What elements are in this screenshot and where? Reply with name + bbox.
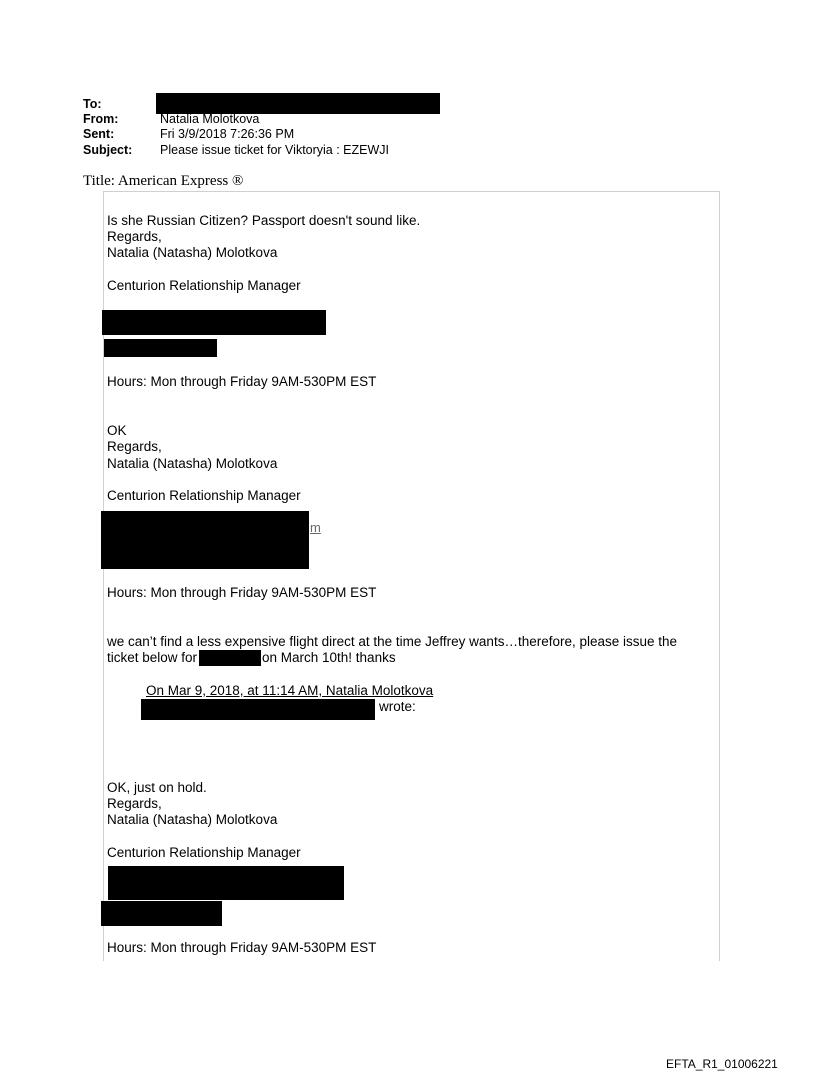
redaction-box xyxy=(102,310,326,335)
subject-value: Please issue ticket for Viktoryia : EZEWJI xyxy=(160,143,390,157)
office-hours: Hours: Mon through Friday 9AM-530PM EST xyxy=(107,940,377,955)
from-label: From: xyxy=(83,112,119,126)
redaction-box xyxy=(141,699,375,720)
sent-value: Fri 3/9/2018 7:26:36 PM xyxy=(160,127,295,141)
message-body: Is she Russian Citizen? Passport doesn't sound like. xyxy=(107,213,421,228)
redaction-box xyxy=(101,901,222,926)
signature-role: Centurion Relationship Manager xyxy=(107,845,301,860)
signature-role: Centurion Relationship Manager xyxy=(107,488,301,503)
title-line: Title: American Express ® xyxy=(83,173,244,189)
quote-attribution: On Mar 9, 2018, at 11:14 AM, Natalia Molotkova xyxy=(146,683,434,698)
redaction-box xyxy=(101,511,309,569)
quote-attribution-wrote: wrote: xyxy=(379,699,416,714)
to-label: To: xyxy=(83,97,102,111)
signature-role: Centurion Relationship Manager xyxy=(107,278,301,293)
body-frame-top xyxy=(103,191,720,192)
office-hours: Hours: Mon through Friday 9AM-530PM EST xyxy=(107,374,377,389)
regards: Regards, xyxy=(107,796,162,811)
sent-label: Sent: xyxy=(83,127,115,141)
document-id: EFTA_R1_01006221 xyxy=(666,1057,778,1071)
message-body-line: on March 10th! thanks xyxy=(262,650,396,665)
email-link-fragment[interactable]: m xyxy=(310,520,321,535)
office-hours: Hours: Mon through Friday 9AM-530PM EST xyxy=(107,585,377,600)
signature-name: Natalia (Natasha) Molotkova xyxy=(107,812,278,827)
body-frame-right xyxy=(719,191,720,961)
subject-label: Subject: xyxy=(83,143,133,157)
redaction-box xyxy=(156,93,440,114)
body-frame-left xyxy=(103,191,104,961)
message-body-line: we can’t find a less expensive flight direct at the time Jeffrey wants…therefore, please issue the xyxy=(107,634,678,649)
redaction-box xyxy=(104,339,217,357)
message-body: OK, just on hold. xyxy=(107,780,207,795)
from-value: Natalia Molotkova xyxy=(160,112,260,126)
redaction-box xyxy=(108,866,344,900)
message-body-line: ticket below for xyxy=(107,650,198,665)
signature-name: Natalia (Natasha) Molotkova xyxy=(107,456,278,471)
redaction-box xyxy=(199,650,261,666)
message-body: OK xyxy=(107,423,127,438)
regards: Regards, xyxy=(107,229,162,244)
regards: Regards, xyxy=(107,439,162,454)
signature-name: Natalia (Natasha) Molotkova xyxy=(107,245,278,260)
